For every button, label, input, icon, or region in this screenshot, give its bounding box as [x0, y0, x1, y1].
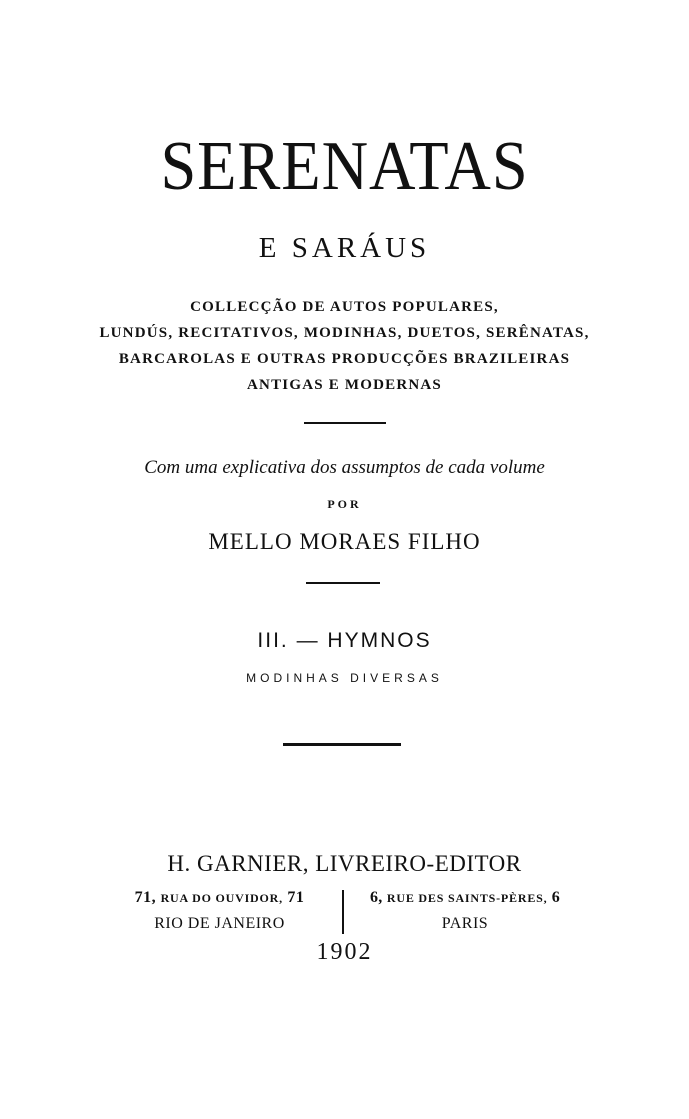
- address-left: [112, 890, 327, 906]
- publication-year: 1902: [316, 939, 373, 965]
- por-label: POR: [327, 497, 362, 511]
- divider-rule-3: [283, 743, 401, 746]
- book-title: SERENATAS: [160, 128, 529, 205]
- address-left-number-start: 71,: [134, 889, 157, 906]
- publisher-name: H. GARNIER, LIVREIRO-EDITOR: [167, 851, 522, 876]
- volume-title: III. — HYMNOS: [257, 629, 432, 652]
- author-name: MELLO MORAES FILHO: [208, 529, 481, 554]
- address-left-number-end: 71: [287, 889, 305, 906]
- address-right-number-start: 6,: [369, 889, 383, 906]
- explicativa-text: Com uma explicativa dos assumptos de cada volume: [144, 457, 545, 478]
- book-subtitle: E SARÁUS: [258, 232, 431, 264]
- address-right-number-end: 6: [551, 889, 561, 906]
- volume-subtitle: MODINHAS DIVERSAS: [246, 671, 443, 685]
- divider-rule-2: [306, 582, 380, 584]
- city-right: PARIS: [441, 915, 489, 932]
- description-line-2: LUNDÚS, RECITATIVOS, MODINHAS, DUETOS, SERÊNATAS,: [99, 325, 590, 341]
- divider-rule-1: [304, 422, 386, 424]
- description-line-4: ANTIGAS E MODERNAS: [247, 377, 442, 393]
- address-right: [354, 890, 576, 906]
- address-right-street: RUE DES SAINTS-PÈRES,: [386, 891, 548, 905]
- address-left-street: RUA DO OUVIDOR,: [160, 891, 283, 905]
- description-line-1: COLLECÇÃO DE AUTOS POPULARES,: [190, 299, 499, 315]
- city-left: RIO DE JANEIRO: [154, 915, 285, 932]
- description-line-3: BARCAROLAS E OUTRAS PRODUCÇÕES BRAZILEIRAS: [118, 351, 571, 367]
- address-divider: [342, 890, 344, 934]
